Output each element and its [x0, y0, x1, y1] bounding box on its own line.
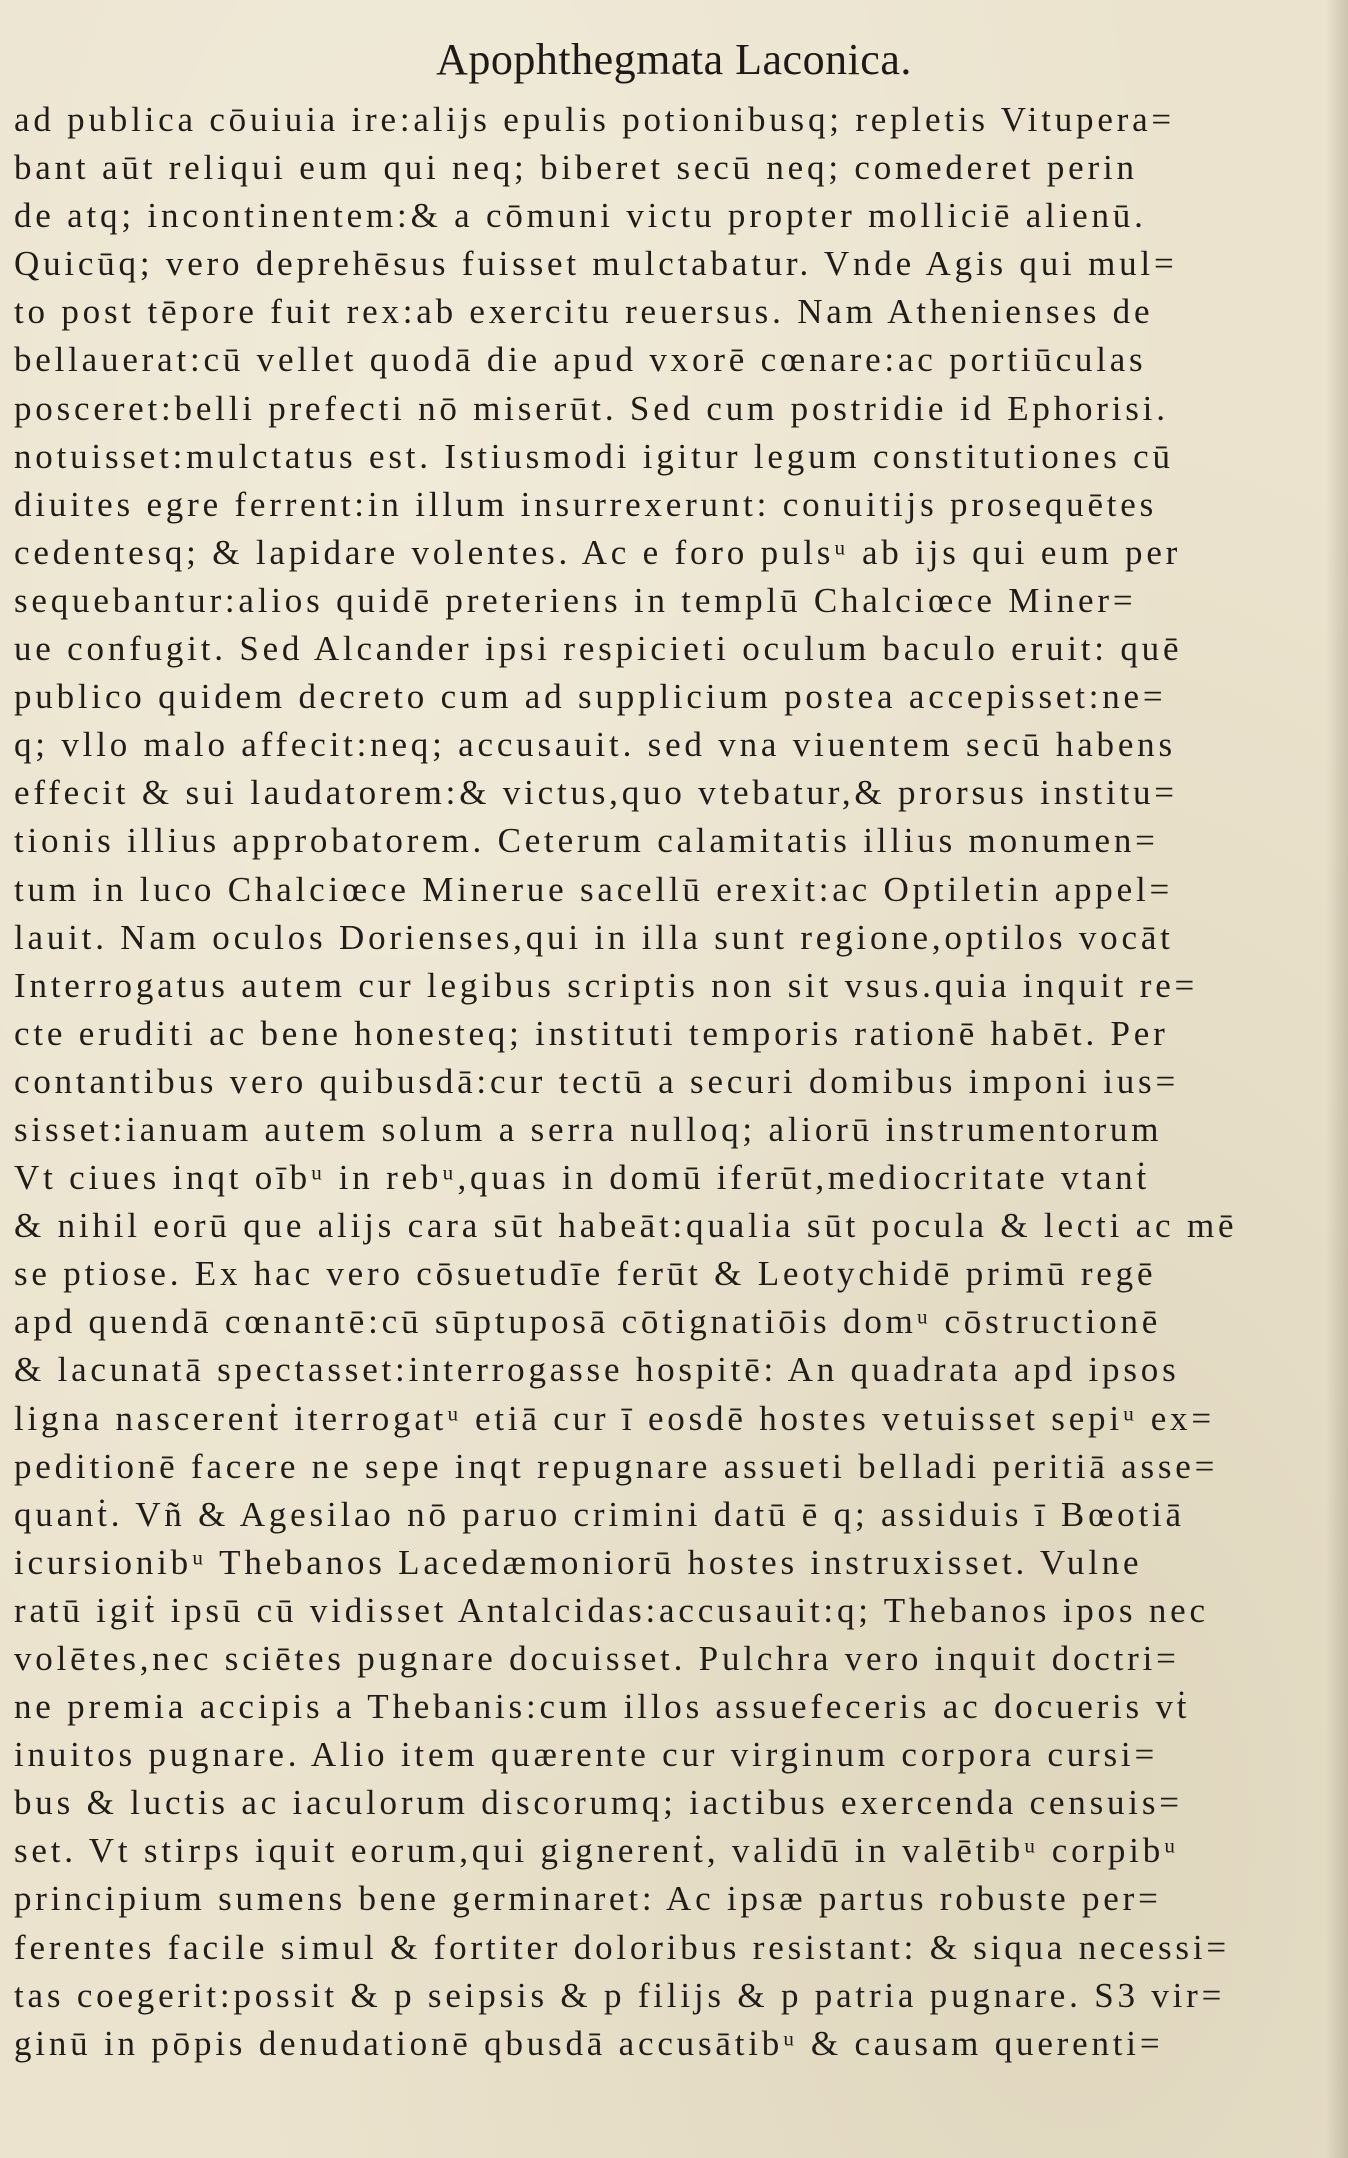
text-line: ue confugit. Sed Alcander ipsi respicieti oculum baculo eruit: quē [14, 629, 1183, 669]
text-line: bant aūt reliqui eum qui neq; biberet secū neq; comederet perin [14, 148, 1138, 188]
text-line: to post tēpore fuit rex:ab exercitu reuersus. Nam Athenienses de [14, 292, 1154, 332]
text-line: sisset:ianuam autem solum a serra nulloq; aliorū instrumentorum [14, 1109, 1163, 1149]
text-line: ginū in pōpis denudationē qbusdā accusātibᵘ & causam querenti= [14, 2023, 1164, 2063]
running-head: Apophthegmata Laconica. [436, 35, 912, 84]
text-line: set. Vt stirps iquit eorum,qui gignerenṫ, validū in valētibᵘ corpibᵘ [14, 1831, 1180, 1871]
text-line: bellauerat:cū vellet quodā die apud vxorē cœnare:ac portiūculas [14, 340, 1147, 380]
text-line: de atq; incontinentem:& a cōmuni victu propter molliciē alienū. [14, 196, 1147, 236]
text-line: ne premia accipis a Thebanis:cum illos assuefeceris ac docueris vṫ [14, 1687, 1191, 1727]
page-edge-shadow [1326, 0, 1348, 2158]
text-line: Quicūq; vero deprehēsus fuisset mulctabatur. Vnde Agis qui mul= [14, 244, 1178, 284]
text-line: ferentes facile simul & fortiter doloribus resistant: & siqua necessi= [14, 1927, 1230, 1967]
text-line: diuites egre ferrent:in illum insurrexerunt: conuitijs prosequētes [14, 484, 1158, 524]
text-line: bus & luctis ac iaculorum discorumq; iactibus exercenda censuis= [14, 1783, 1183, 1823]
body-text [14, 96, 1254, 2068]
text-line: tum in luco Chalciœce Minerue sacellū erexit:ac Optiletin appel= [14, 869, 1174, 909]
text-line: effecit & sui laudatorem:& victus,quo vtebatur,& prorsus institu= [14, 773, 1178, 813]
text-line: posceret:belli prefecti nō miserūt. Sed cum postridie id Ephorisi. [14, 388, 1169, 428]
text-line: principium sumens bene germinaret: Ac ipsæ partus robuste per= [14, 1879, 1162, 1919]
text-line: lauit. Nam oculos Dorienses,qui in illa sunt regione,optilos vocāt [14, 917, 1174, 957]
text-line: ligna nascerenṫ iterrogatᵘ etiā cur ī eosdē hostes vetuisset sepiᵘ ex= [14, 1398, 1215, 1438]
text-line: peditionē facere ne sepe inqt repugnare assueti belladi peritiā asse= [14, 1446, 1219, 1486]
text-line: se ptiose. Ex hac vero cōsuetudīe ferūt & Leotychidē primū regē [14, 1254, 1157, 1294]
text-line: sequebantur:alios quidē preteriens in templū Chalciœce Miner= [14, 580, 1137, 620]
text-line: Interrogatus autem cur legibus scriptis non sit vsus.quia inquit re= [14, 965, 1199, 1005]
text-line: cedentesq; & lapidare volentes. Ac e foro pulsᵘ ab ijs qui eum per [14, 532, 1182, 572]
text-line: quanṫ. Vñ & Agesilao nō paruo crimini datū ē q; assiduis ī Bœotiā [14, 1494, 1185, 1534]
text-line: contantibus vero quibusdā:cur tectū a securi domibus imponi ius= [14, 1061, 1179, 1101]
text-line: tas coegerit:possit & p seipsis & p filijs & p patria pugnare. S3 vir= [14, 1975, 1226, 2015]
text-line: tionis illius approbatorem. Ceterum calamitatis illius monumen= [14, 821, 1159, 861]
text-line: icursionibᵘ Thebanos Lacedæmoniorū hostes instruxisset. Vulne [14, 1542, 1143, 1582]
text-line: ratū igiṫ ipsū cū vidisset Antalcidas:accusauit:q; Thebanos ipos nec [14, 1590, 1209, 1630]
text-line: Vt ciues inqt oībᵘ in rebᵘ,quas in domū iferūt,mediocritate vtanṫ [14, 1158, 1150, 1198]
text-line: inuitos pugnare. Alio item quærente cur virginum corpora cursi= [14, 1735, 1158, 1775]
text-line: & nihil eorū que alijs cara sūt habeāt:qualia sūt pocula & lecti ac mē [14, 1206, 1238, 1246]
text-line: apd quendā cœnantē:cū sūptuposā cōtignatiōis domᵘ cōstructionē [14, 1302, 1162, 1342]
text-line: publico quidem decreto cum ad supplicium postea accepisset:ne= [14, 677, 1167, 717]
text-line: ad publica cōuiuia ire:alijs epulis potionibusq; repletis Vitupera= [14, 100, 1175, 139]
text-line: q; vllo malo affecit:neq; accusauit. sed vna viuentem secū habens [14, 725, 1176, 765]
text-line: notuisset:mulctatus est. Istiusmodi igitur legum constitutiones cū [14, 436, 1174, 476]
text-line: volētes,nec sciētes pugnare docuisset. Pulchra vero inquit doctri= [14, 1639, 1180, 1678]
text-line: & lacunatā spectasset:interrogasse hospitē: An quadrata apd ipsos [14, 1350, 1180, 1390]
text-line: cte eruditi ac bene honesteq; instituti temporis rationē habēt. Per [14, 1013, 1169, 1053]
